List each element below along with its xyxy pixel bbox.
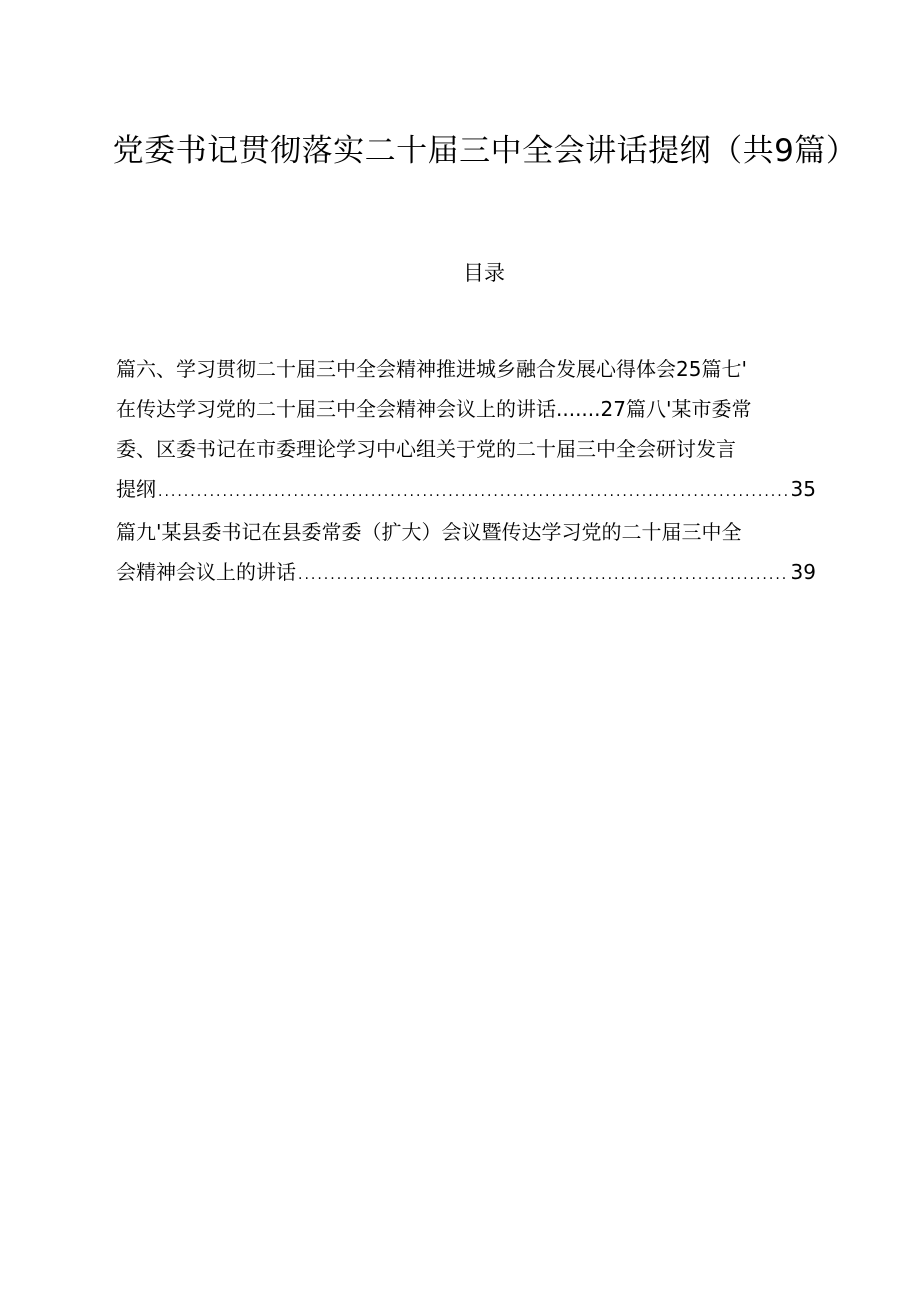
toc-leader-dots xyxy=(298,555,789,595)
toc-entry-text: 提纲 xyxy=(116,477,156,501)
toc-entry-text: 篇九'某县委书记在县委常委（扩大）会议暨传达学习党的二十届三中全 xyxy=(116,520,742,544)
toc-leader-dots xyxy=(158,472,789,512)
toc-entry-text: 篇六、学习贯彻二十届三中全会精神推进城乡融合发展心得体会25篇七' xyxy=(116,357,747,381)
toc-page-number: 39 xyxy=(790,560,816,584)
toc-line[interactable] xyxy=(116,469,840,512)
toc-line[interactable] xyxy=(116,552,840,595)
toc-entry-text: 在传达学习党的二十届三中全会精神会议上的讲话 xyxy=(116,397,556,421)
toc-line[interactable] xyxy=(116,349,840,389)
toc-entry-group-2 xyxy=(116,512,840,595)
toc-leader-dots: ....... xyxy=(556,397,601,421)
toc-page-number: 35 xyxy=(790,477,816,501)
toc-line[interactable] xyxy=(116,389,840,429)
toc-entry-group-1 xyxy=(116,349,840,512)
toc-line[interactable] xyxy=(116,512,840,552)
toc-entry-text: 委、区委书记在市委理论学习中心组关于党的二十届三中全会研讨发言 xyxy=(116,437,736,461)
toc-entry-text: 27篇八'某市委常 xyxy=(600,397,752,421)
toc-heading: 目录 xyxy=(463,261,505,285)
table-of-contents xyxy=(116,349,840,595)
document-title: 党委书记贯彻落实二十届三中全会讲话提纲（共9篇） xyxy=(112,133,858,169)
toc-entry-text: 会精神会议上的讲话 xyxy=(116,560,296,584)
toc-line[interactable] xyxy=(116,429,840,469)
